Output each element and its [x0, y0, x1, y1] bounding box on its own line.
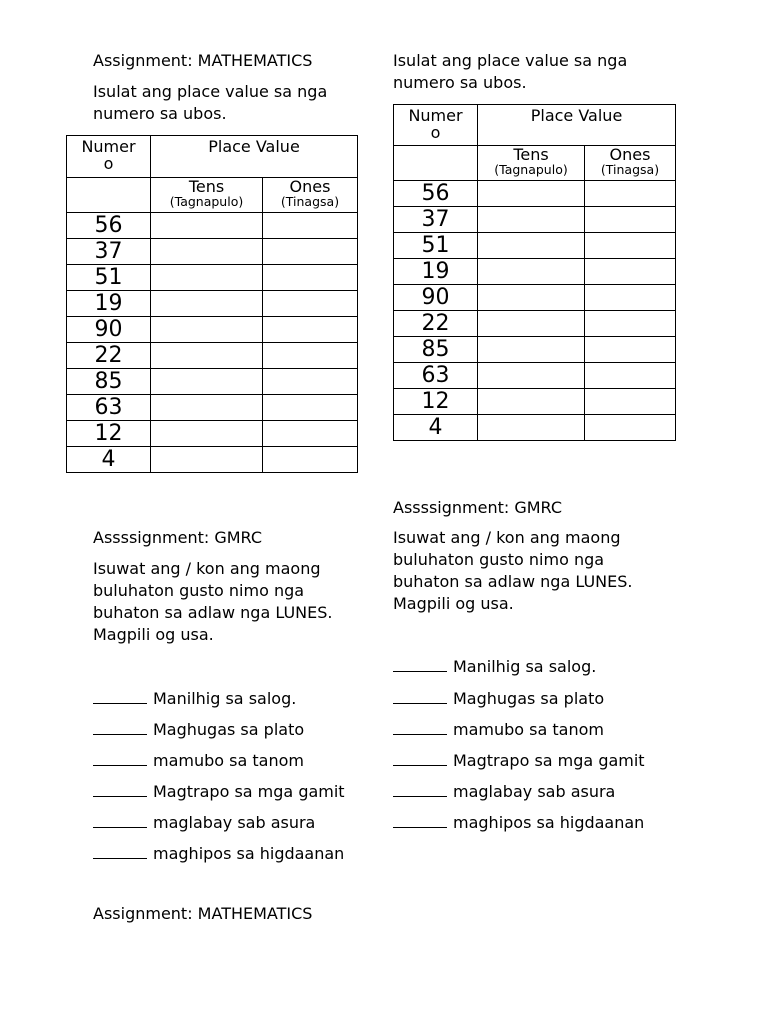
number-cell: 4 — [394, 415, 478, 441]
header-ones-label: Ones — [289, 177, 331, 196]
ones-answer-cell[interactable] — [263, 213, 358, 239]
answer-blank[interactable] — [93, 810, 147, 828]
ones-answer-cell[interactable] — [585, 285, 676, 311]
ones-answer-cell[interactable] — [585, 311, 676, 337]
header-place-value: Place Value — [151, 136, 358, 178]
ones-answer-cell[interactable] — [263, 421, 358, 447]
gmrc-option-right — [393, 654, 596, 676]
ones-answer-cell[interactable] — [263, 447, 358, 473]
math-title-left: Assignment: MATHEMATICS — [93, 51, 313, 70]
ones-answer-cell[interactable] — [263, 239, 358, 265]
tens-answer-cell[interactable] — [151, 213, 263, 239]
table-row — [394, 415, 676, 441]
table-row — [394, 389, 676, 415]
ones-answer-cell[interactable] — [263, 265, 358, 291]
tens-answer-cell[interactable] — [478, 259, 585, 285]
header-numero-line2: o — [103, 154, 114, 173]
number-cell: 90 — [67, 317, 151, 343]
header-numero-line2: o — [430, 123, 441, 142]
tens-answer-cell[interactable] — [478, 207, 585, 233]
tens-answer-cell[interactable] — [478, 389, 585, 415]
number-cell: 51 — [394, 233, 478, 259]
number-cell: 22 — [394, 311, 478, 337]
place-value-table-left — [66, 135, 358, 473]
answer-blank[interactable] — [93, 748, 147, 766]
table-row — [67, 421, 358, 447]
ones-answer-cell[interactable] — [585, 337, 676, 363]
table-row — [394, 337, 676, 363]
table-row — [394, 233, 676, 259]
ones-answer-cell[interactable] — [263, 317, 358, 343]
table-row — [67, 265, 358, 291]
header-tens-sublabel: (Tagnapulo) — [169, 194, 244, 209]
header-ones-sublabel: (Tinagsa) — [600, 162, 660, 177]
table-row — [67, 343, 358, 369]
answer-blank[interactable] — [393, 717, 447, 735]
tens-answer-cell[interactable] — [151, 395, 263, 421]
number-cell: 56 — [67, 213, 151, 239]
table-row — [67, 369, 358, 395]
tens-answer-cell[interactable] — [151, 421, 263, 447]
table-row — [67, 395, 358, 421]
ones-answer-cell[interactable] — [585, 259, 676, 285]
gmrc-option-left — [93, 748, 304, 770]
answer-blank[interactable] — [393, 686, 447, 704]
header-numero-line1: Numer — [408, 106, 463, 125]
gmrc-title-left: Assssignment: GMRC — [93, 528, 263, 547]
option-label: Magtrapo sa mga gamit — [453, 751, 645, 770]
ones-answer-cell[interactable] — [585, 181, 676, 207]
number-cell: 85 — [394, 337, 478, 363]
ones-answer-cell[interactable] — [585, 389, 676, 415]
table-row — [67, 317, 358, 343]
ones-answer-cell[interactable] — [263, 395, 358, 421]
answer-blank[interactable] — [93, 841, 147, 859]
number-cell: 56 — [394, 181, 478, 207]
gmrc-option-right — [393, 779, 615, 801]
table-row — [394, 207, 676, 233]
gmrc-option-left — [93, 779, 345, 801]
number-cell: 22 — [67, 343, 151, 369]
tens-answer-cell[interactable] — [478, 285, 585, 311]
instruction-line: Isuwat ang / kon ang maong — [93, 559, 321, 578]
ones-answer-cell[interactable] — [263, 343, 358, 369]
number-cell: 19 — [67, 291, 151, 317]
gmrc-option-left — [93, 686, 296, 708]
number-cell: 63 — [394, 363, 478, 389]
instruction-line: buluhaton gusto nimo nga — [393, 550, 605, 569]
gmrc-option-right — [393, 810, 644, 832]
option-label: maglabay sab asura — [453, 782, 616, 801]
header-tens-label: Tens — [513, 145, 549, 164]
gmrc-instruction-left — [93, 558, 332, 646]
instruction-line: Isuwat ang / kon ang maong — [393, 528, 621, 547]
header-blank — [394, 146, 478, 181]
number-cell: 12 — [67, 421, 151, 447]
ones-answer-cell[interactable] — [263, 291, 358, 317]
option-label: Magtrapo sa mga gamit — [153, 782, 345, 801]
option-label: Maghugas sa plato — [153, 720, 305, 739]
tens-answer-cell[interactable] — [478, 337, 585, 363]
number-cell: 85 — [67, 369, 151, 395]
instruction-line: Magpili og usa. — [393, 594, 514, 613]
math-instruction-left — [93, 81, 327, 125]
table-row — [67, 291, 358, 317]
number-cell: 90 — [394, 285, 478, 311]
tens-answer-cell[interactable] — [151, 447, 263, 473]
table-row — [394, 363, 676, 389]
option-label: maghipos sa higdaanan — [453, 813, 645, 832]
tens-answer-cell[interactable] — [151, 369, 263, 395]
tens-answer-cell[interactable] — [478, 363, 585, 389]
answer-blank[interactable] — [93, 717, 147, 735]
option-label: maghipos sa higdaanan — [153, 844, 345, 863]
table-row — [67, 213, 358, 239]
tens-answer-cell[interactable] — [151, 317, 263, 343]
number-cell: 37 — [67, 239, 151, 265]
header-numero — [394, 105, 478, 146]
instruction-line: Isulat ang place value sa nga — [393, 51, 628, 70]
gmrc-option-left — [93, 810, 315, 832]
math-instruction-right — [393, 50, 627, 94]
header-numero — [67, 136, 151, 178]
answer-blank[interactable] — [93, 779, 147, 797]
tens-answer-cell[interactable] — [478, 415, 585, 441]
answer-blank[interactable] — [393, 810, 447, 828]
gmrc-option-left — [93, 717, 304, 739]
number-cell: 12 — [394, 389, 478, 415]
answer-blank[interactable] — [393, 748, 447, 766]
table-row — [394, 181, 676, 207]
tens-answer-cell[interactable] — [151, 343, 263, 369]
number-cell: 37 — [394, 207, 478, 233]
instruction-line: buhaton sa adlaw nga LUNES. — [93, 603, 333, 622]
ones-answer-cell[interactable] — [585, 363, 676, 389]
header-ones-sublabel: (Tinagsa) — [280, 194, 340, 209]
instruction-line: Magpili og usa. — [93, 625, 214, 644]
gmrc-title-right: Assssignment: GMRC — [393, 498, 563, 517]
number-cell: 51 — [67, 265, 151, 291]
table-row — [394, 259, 676, 285]
place-value-table-right — [393, 104, 676, 441]
header-tens — [478, 146, 585, 181]
header-tens-label: Tens — [188, 177, 225, 196]
instruction-line: numero sa ubos. — [93, 104, 227, 123]
math-title-footer: Assignment: MATHEMATICS — [93, 904, 313, 923]
number-cell: 4 — [67, 447, 151, 473]
option-label: Manilhig sa salog. — [153, 689, 297, 708]
option-label: maglabay sab asura — [153, 813, 316, 832]
table-row — [67, 447, 358, 473]
ones-answer-cell[interactable] — [585, 415, 676, 441]
tens-answer-cell[interactable] — [478, 181, 585, 207]
header-tens-sublabel: (Tagnapulo) — [494, 162, 568, 177]
table-row — [67, 239, 358, 265]
tens-answer-cell[interactable] — [478, 311, 585, 337]
table-row — [394, 285, 676, 311]
ones-answer-cell[interactable] — [585, 207, 676, 233]
table-row — [394, 311, 676, 337]
header-ones — [263, 178, 358, 213]
tens-answer-cell[interactable] — [151, 239, 263, 265]
tens-answer-cell[interactable] — [151, 291, 263, 317]
option-label: mamubo sa tanom — [153, 751, 304, 770]
instruction-line: numero sa ubos. — [393, 73, 527, 92]
header-ones-label: Ones — [609, 145, 651, 164]
option-label: Maghugas sa plato — [453, 689, 605, 708]
answer-blank[interactable] — [93, 686, 147, 704]
header-tens — [151, 178, 263, 213]
gmrc-option-right — [393, 686, 604, 708]
option-label: mamubo sa tanom — [453, 720, 604, 739]
answer-blank[interactable] — [393, 654, 447, 672]
answer-blank[interactable] — [393, 779, 447, 797]
instruction-line: Isulat ang place value sa nga — [93, 82, 328, 101]
instruction-line: buluhaton gusto nimo nga — [93, 581, 305, 600]
number-cell: 63 — [67, 395, 151, 421]
gmrc-option-right — [393, 748, 645, 770]
ones-answer-cell[interactable] — [585, 233, 676, 259]
tens-answer-cell[interactable] — [478, 233, 585, 259]
instruction-line: buhaton sa adlaw nga LUNES. — [393, 572, 633, 591]
header-place-value: Place Value — [478, 105, 676, 146]
number-cell: 19 — [394, 259, 478, 285]
header-numero-line1: Numer — [81, 137, 136, 156]
gmrc-instruction-right — [393, 527, 632, 615]
gmrc-option-right — [393, 717, 604, 739]
tens-answer-cell[interactable] — [151, 265, 263, 291]
ones-answer-cell[interactable] — [263, 369, 358, 395]
header-blank — [67, 178, 151, 213]
header-ones — [585, 146, 676, 181]
gmrc-option-left — [93, 841, 344, 863]
option-label: Manilhig sa salog. — [453, 657, 597, 676]
